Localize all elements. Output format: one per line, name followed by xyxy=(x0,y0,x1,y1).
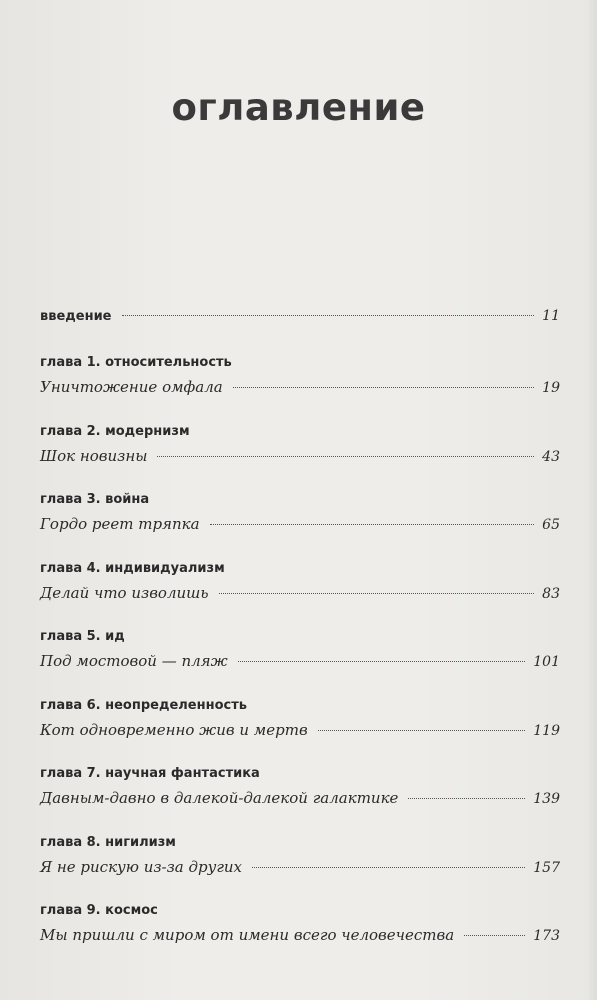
chapter-page-number: 173 xyxy=(533,928,560,944)
chapter-subtitle: Под мостовой — пляж xyxy=(40,652,228,670)
chapter-subtitle: Мы пришли с миром от имени всего человечества xyxy=(40,926,455,944)
dot-leader xyxy=(238,661,526,662)
toc-entry-row xyxy=(40,721,560,739)
chapter-page-number: 139 xyxy=(533,791,560,807)
toc-entry-row xyxy=(40,789,560,807)
toc-entry-row xyxy=(40,652,560,670)
chapter-subtitle: Шок новизны xyxy=(40,446,148,465)
intro-label: введение xyxy=(40,309,112,324)
dot-leader xyxy=(219,593,535,594)
chapter-page-number: 119 xyxy=(533,722,560,739)
chapter-page-number: 43 xyxy=(542,448,560,465)
chapter-page-number: 101 xyxy=(533,654,560,670)
chapter-heading: глава 7. научная фантастика xyxy=(40,766,260,781)
toc-entry-row xyxy=(40,926,560,944)
toc-intro-row xyxy=(40,308,560,324)
chapter-subtitle: Я не рискую из-за других xyxy=(40,857,243,876)
toc-entry-row xyxy=(40,515,560,533)
dot-leader xyxy=(233,387,534,388)
chapter-heading: глава 4. индивидуализм xyxy=(40,560,225,576)
toc-entry-row xyxy=(40,858,560,876)
dot-leader xyxy=(210,524,535,525)
dot-leader xyxy=(252,867,525,868)
page-title: оглавление xyxy=(171,86,426,129)
dot-leader xyxy=(157,456,534,457)
chapter-page-number: 83 xyxy=(542,585,560,602)
toc-entry-row xyxy=(40,584,560,602)
chapter-heading: глава 9. космос xyxy=(40,903,158,918)
chapter-heading: глава 3. война xyxy=(40,492,150,507)
chapter-heading: глава 5. ид xyxy=(40,629,125,644)
chapter-heading: глава 8. нигилизм xyxy=(40,834,176,850)
page-edge-shadow xyxy=(587,0,597,1000)
chapter-heading: глава 1. относительность xyxy=(40,355,232,370)
dot-leader xyxy=(464,935,525,936)
chapter-subtitle: Давным-давно в далекой-далекой галактике xyxy=(40,789,399,807)
dot-leader xyxy=(122,315,535,316)
toc-entry-row xyxy=(40,447,560,465)
dot-leader xyxy=(318,730,526,731)
chapter-page-number: 157 xyxy=(533,859,560,876)
intro-page-number: 11 xyxy=(542,308,560,324)
chapter-subtitle: Кот одновременно жив и мертв xyxy=(40,720,308,739)
chapter-subtitle: Уничтожение омфала xyxy=(40,378,223,396)
chapter-page-number: 19 xyxy=(542,380,560,396)
chapter-subtitle: Делай что изволишь xyxy=(40,583,209,602)
dot-leader xyxy=(408,798,525,799)
chapter-subtitle: Гордо реет тряпка xyxy=(40,515,200,533)
toc-entry-row xyxy=(40,378,560,396)
chapter-heading: глава 2. модернизм xyxy=(40,423,190,439)
chapter-page-number: 65 xyxy=(542,517,560,533)
chapter-heading: глава 6. неопределенность xyxy=(40,697,247,713)
